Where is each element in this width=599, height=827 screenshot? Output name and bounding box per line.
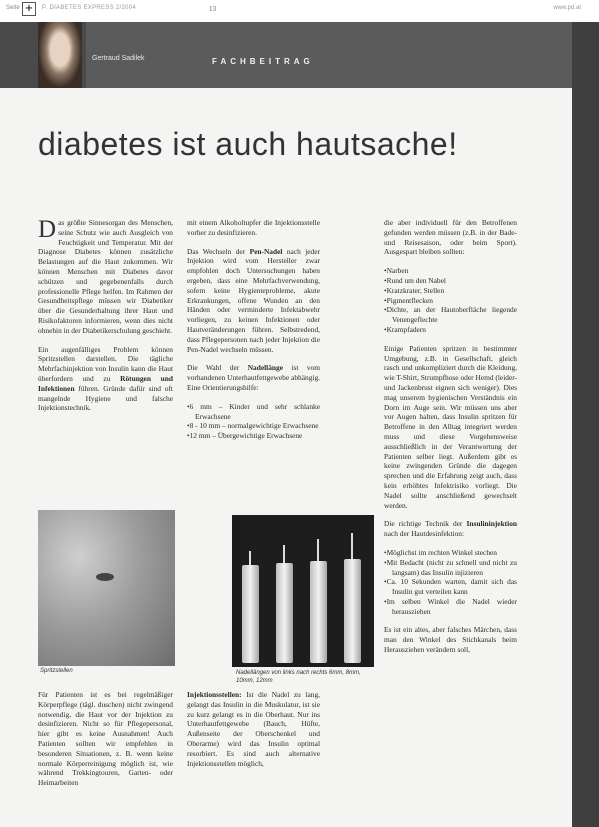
article-title: diabetes ist auch hautsache! (38, 126, 458, 162)
list-item: • 8 - 10 mm – normalgewichtige Erwachsene (187, 421, 320, 431)
list-item: • 6 mm – Kinder und sehr schlanke Erwachsene (187, 402, 320, 422)
author-photo (38, 22, 82, 88)
pen-needle-6mm (242, 565, 259, 663)
dropcap: D (38, 216, 57, 243)
list-item: • Dichte, an der Hautoberfläche liegende Venengeflechte (384, 305, 517, 325)
page-number: 13 (209, 5, 216, 13)
magazine-logo-icon: + (22, 2, 36, 16)
needle-length-list (187, 402, 320, 441)
column-2 (187, 218, 320, 450)
paragraph: Es ist ein altes, aber falsches Märchen, dass man den Winkel des Stichkanals beim Herausziehen verändern soll, (384, 625, 517, 655)
needle-tip (317, 539, 319, 561)
intro-paragraph: Das größte Sinnesorgan des Menschen, seine Schutz wie auch Ausgleich von Feuchtigkeit und Temperatur. Mit der Diagnose Diabetes können zusätzliche Belastungen auf die Haut zukommen. Wir können Menschen mit Diabetes davor schützen und gegebenenfalls durch professionelle Pflege helfen. Im Rahmen der Gesundheitspflege müssen wir Diabetiker über die Gesunderhaltung ihrer Haut und Risikofaktoren informieren, wenn dies nicht ohnehin in der Diabetikerschulung geschieht. (38, 216, 173, 335)
list-item: • Pigmentflecken (384, 296, 517, 306)
paragraph: Die richtige Technik der Insulininjektion nach der Hautdesinfektion: (384, 519, 517, 539)
paragraph: Die Wahl der Nadellänge ist vom vorhandenen Unterhautfettgewebe abhängig. Eine Orientierungshilfe: (187, 363, 320, 392)
paragraph: Für Patienten ist es bei regelmäßiger Körperpflege (tägl. duschen) nicht zwingend notwendig, die Haut vor der Injektion zu desinfizieren. Nicht so für Pflegepersonal, hier gibt es keine Ausnahmen! Auch Patienten sollten wir empfehlen in besonderen Situationen, z. B. wenn keine normale Körperreinigung möglich ist, wie während Trekkingtouren, Garten- oder Heimarbeiten (38, 690, 173, 788)
column-1-bottom (38, 690, 173, 797)
needle-tip (283, 545, 285, 563)
needle-tip (249, 551, 251, 565)
paragraph: Das Wechseln der Pen-Nadel nach jeder Injektion wird vom Hersteller zwar empfohlen doch Untersuchungen haben ergeben, dass eine Mehrfachverwendung, sofern keine Hygienteprobleme, akute Erkrankungen, offene Wunden an den Händen oder verminderte Infektabwehr vorliegen, zu keinen Infektionen oder Hautveränderungen führen. Selbstredend, dass Pflegepersonen nach jeder Injektion die Pen-Nadel wechseln müssen. (187, 246, 320, 354)
paragraph: mit einem Alkoholtupfer die Injektionsstelle vorher zu desinfizieren. (187, 218, 320, 237)
header-issue: P. DIABETES EXPRESS 2/2004 (42, 5, 137, 11)
pen-needle-12mm (344, 559, 361, 663)
image-caption: Nadellängen von links nach rechts 6mm, 8mm, 10mm, 12mm (236, 670, 361, 684)
column-1 (38, 218, 173, 422)
header-url: www.pd.at (553, 5, 581, 11)
column-2-bottom (187, 690, 320, 777)
needle-tip (351, 533, 353, 559)
top-strip (0, 0, 599, 22)
list-item: • Kratzkrater, Stellen (384, 286, 517, 296)
paragraph: Einige Patienten spritzen in bestimmter Umgebung, z.B. in Gesellschaft, gleich rasch und unkompliziert durch die Kleidung, wie T-Shirt, Strumpfhose oder Hemd (leider- und Jackenbrust eignen sich weniger). Dies mag unserem hygienischen Verständnis ein Dorn im Auge sein. Wir müssen uns aber vor Augen halten, dass Insulin spritzen für Betroffene in den Alltag integriert werden muss und diese Vorgehensweise ausschließlich in der Verantwortung der Patienten selber liegt. Außerdem gibt es keine zwingenden Gründe die dagegen sprechen und die Erfahrung zeigt auch, dass kein erhöhtes Infektrisiko vorliegt. Die Nadel sollte anschließend gewechselt werden. (384, 343, 517, 510)
paragraph: die aber individuell für den Betroffenen gefunden werden müssen (z.B. in der Bade- und Reisesaison, oder beim Sport). Ausgespart bleiben sollten: (384, 218, 517, 257)
list-item: • Rund um den Nabel (384, 276, 517, 286)
image-caption: Spritzstellen (40, 668, 73, 674)
author-name: Gertraud Sadilek (92, 55, 145, 62)
injection-site-photo (38, 510, 175, 666)
right-page-edge (572, 22, 599, 827)
excluded-sites-list (384, 266, 517, 335)
pen-needle-10mm (310, 561, 327, 663)
list-item: • Krampfadern (384, 325, 517, 335)
insulin-pen-needles-photo (232, 515, 374, 667)
pen-needle-8mm (276, 563, 293, 663)
column-3 (384, 218, 517, 664)
section-label: FACHBEITRAG (212, 57, 314, 66)
list-item: • 12 mm – Übergewichtige Erwachsene (187, 431, 320, 441)
navel-shape (96, 573, 114, 581)
paragraph: Ein augenfälliges Problem können Spritzstellen darstellen. Die tägliche Mehrfachinjektion von Insulin kann die Haut überfordern und zu Rötungen und Infektionen führen. Gründe dafür sind oft mangelnde Hygiene und falsche Injektionstechnik. (38, 344, 173, 413)
list-item: • Ca. 10 Sekunden warten, damit sich das Insulin gut verteilen kann (384, 577, 517, 597)
list-item: • Mit Bedacht (nicht zu schnell und nicht zu langsam) das Insulin injizieren (384, 558, 517, 578)
paragraph: Injektionsstellen: Ist die Nadel zu lang, gelangt das Insulin in die Muskulatur, ist sie zu kurz gelangt es in die Oberhaut. Nur ins Unterhautfettgewebe (Bauch, Hüfte, Außenseite der Oberschenkel und Oberarme) wird das Insulin optimal resorbiert. Es sind auch alternative Injektionsstellen möglich, (187, 690, 320, 768)
list-item: • Narben (384, 266, 517, 276)
list-item: • Im selben Winkel die Nadel wieder herausziehen (384, 597, 517, 617)
header-page-left: Seite (6, 5, 20, 11)
injection-technique-list (384, 548, 517, 617)
list-item: • Möglichst im rechten Winkel stechen (384, 548, 517, 558)
